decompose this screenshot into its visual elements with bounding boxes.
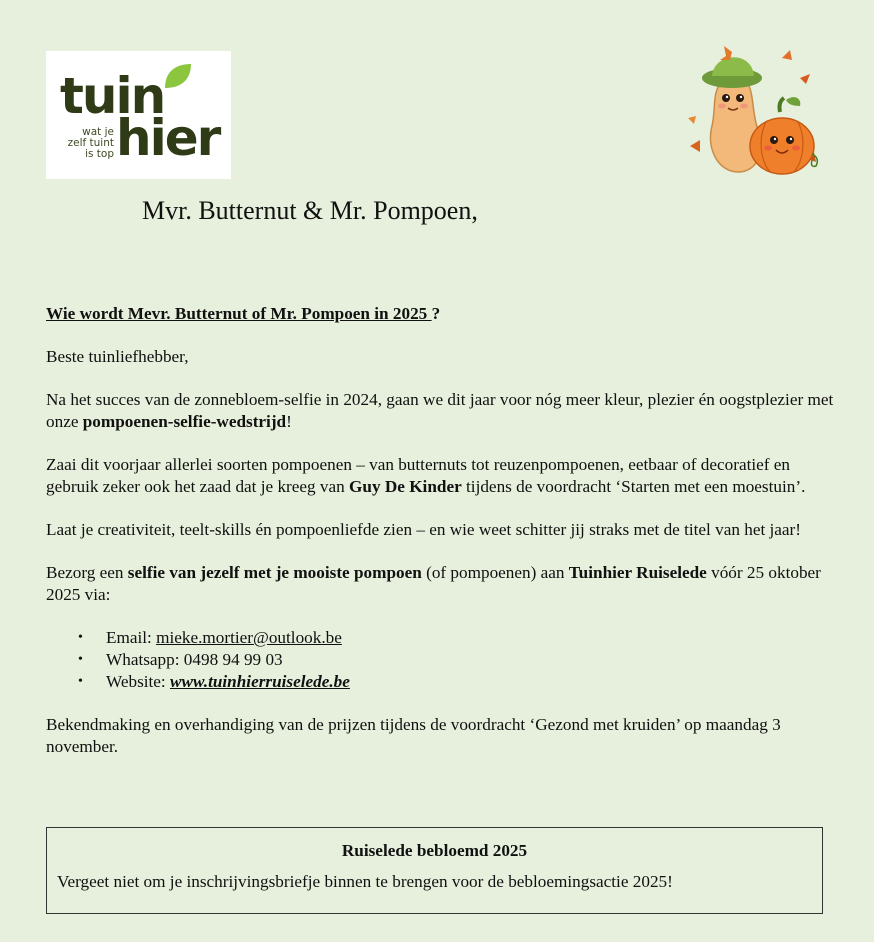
reminder-box xyxy=(46,827,823,914)
website-link-text: www.tuinhierruiselede.be xyxy=(170,672,350,691)
contact-whatsapp: Whatsapp: 0498 94 99 03 xyxy=(106,650,283,669)
paragraph-text: Zaai dit voorjaar allerlei soorten pompoenen – van butternuts tot reuzenpompoenen, eetbaar of decoratief en gebruik zeker ook het zaad dat je kreeg van xyxy=(46,455,791,496)
email-link[interactable]: mieke.mortier@outlook.be xyxy=(156,628,342,647)
butternut-pumpkin-illustration xyxy=(682,38,822,178)
paragraph-submit xyxy=(46,562,836,606)
paragraph-text: vóór 25 oktober 2025 via: xyxy=(46,563,821,604)
contact-list xyxy=(46,627,836,693)
logo-word-tuin: tuin xyxy=(60,67,165,125)
website-link[interactable] xyxy=(170,672,350,691)
paragraph-intro xyxy=(46,389,836,433)
contact-email-item xyxy=(78,627,836,649)
logo-tagline-line: wat je xyxy=(82,126,114,138)
logo-tagline-line: is top xyxy=(85,148,114,161)
paragraph-creativity: Laat je creativiteit, teelt-skills én pompoenliefde zien – en wie weet schitter jij straks met de titel van het jaar! xyxy=(46,520,802,539)
page-heading: Mvr. Butternut & Mr. Pompoen, xyxy=(142,196,478,225)
bullet-icon: • xyxy=(78,652,83,667)
letter-title-suffix: ? xyxy=(431,304,441,323)
letter-body xyxy=(46,303,836,779)
contact-whatsapp-item xyxy=(78,649,836,671)
reminder-title: Ruiselede bebloemd 2025 xyxy=(341,841,528,860)
tuinhier-logo xyxy=(46,51,231,179)
reminder-text: Vergeet niet om je inschrijvingsbriefje binnen te brengen voor de bebloemingsactie 2025! xyxy=(57,872,673,891)
logo-tagline xyxy=(60,127,114,160)
paragraph-announcement: Bekendmaking en overhandiging van de prijzen tijdens de voordracht ‘Gezond met kruiden’ op maandag 3 november. xyxy=(46,715,781,756)
paragraph-sowing xyxy=(46,454,836,498)
logo-word-hier: hier xyxy=(116,109,220,167)
leaf-icon xyxy=(163,62,193,90)
bullet-icon: • xyxy=(78,674,83,689)
greeting: Beste tuinliefhebber, xyxy=(46,347,189,366)
letter-title xyxy=(46,303,836,325)
paragraph-bold: pompoenen-selfie-wedstrijd xyxy=(82,412,287,431)
logo-tagline-line: zelf tuint xyxy=(67,137,114,150)
paragraph-text: ! xyxy=(286,412,292,431)
paragraph-bold: Tuinhier Ruiselede xyxy=(568,563,707,582)
letter-title-text: Wie wordt Mevr. Butternut of Mr. Pompoen in 2025 xyxy=(46,304,432,323)
paragraph-text: (of pompoenen) aan xyxy=(421,563,569,582)
paragraph-text: tijdens de voordracht ‘Starten met een moestuin’. xyxy=(461,477,806,496)
paragraph-bold: Guy De Kinder xyxy=(349,477,462,496)
paragraph-bold: selfie van jezelf met je mooiste pompoen xyxy=(127,563,422,582)
contact-label: Email: xyxy=(106,628,157,647)
paragraph-text: Na het succes van de zonnebloem-selfie in 2024, gaan we dit jaar voor nóg meer kleur, plezier én oogstplezier met onze xyxy=(46,390,834,431)
contact-label: Website: xyxy=(106,672,171,691)
paragraph-text: Bezorg een xyxy=(46,563,128,582)
contact-website-item xyxy=(78,671,836,693)
bullet-icon: • xyxy=(78,630,83,645)
